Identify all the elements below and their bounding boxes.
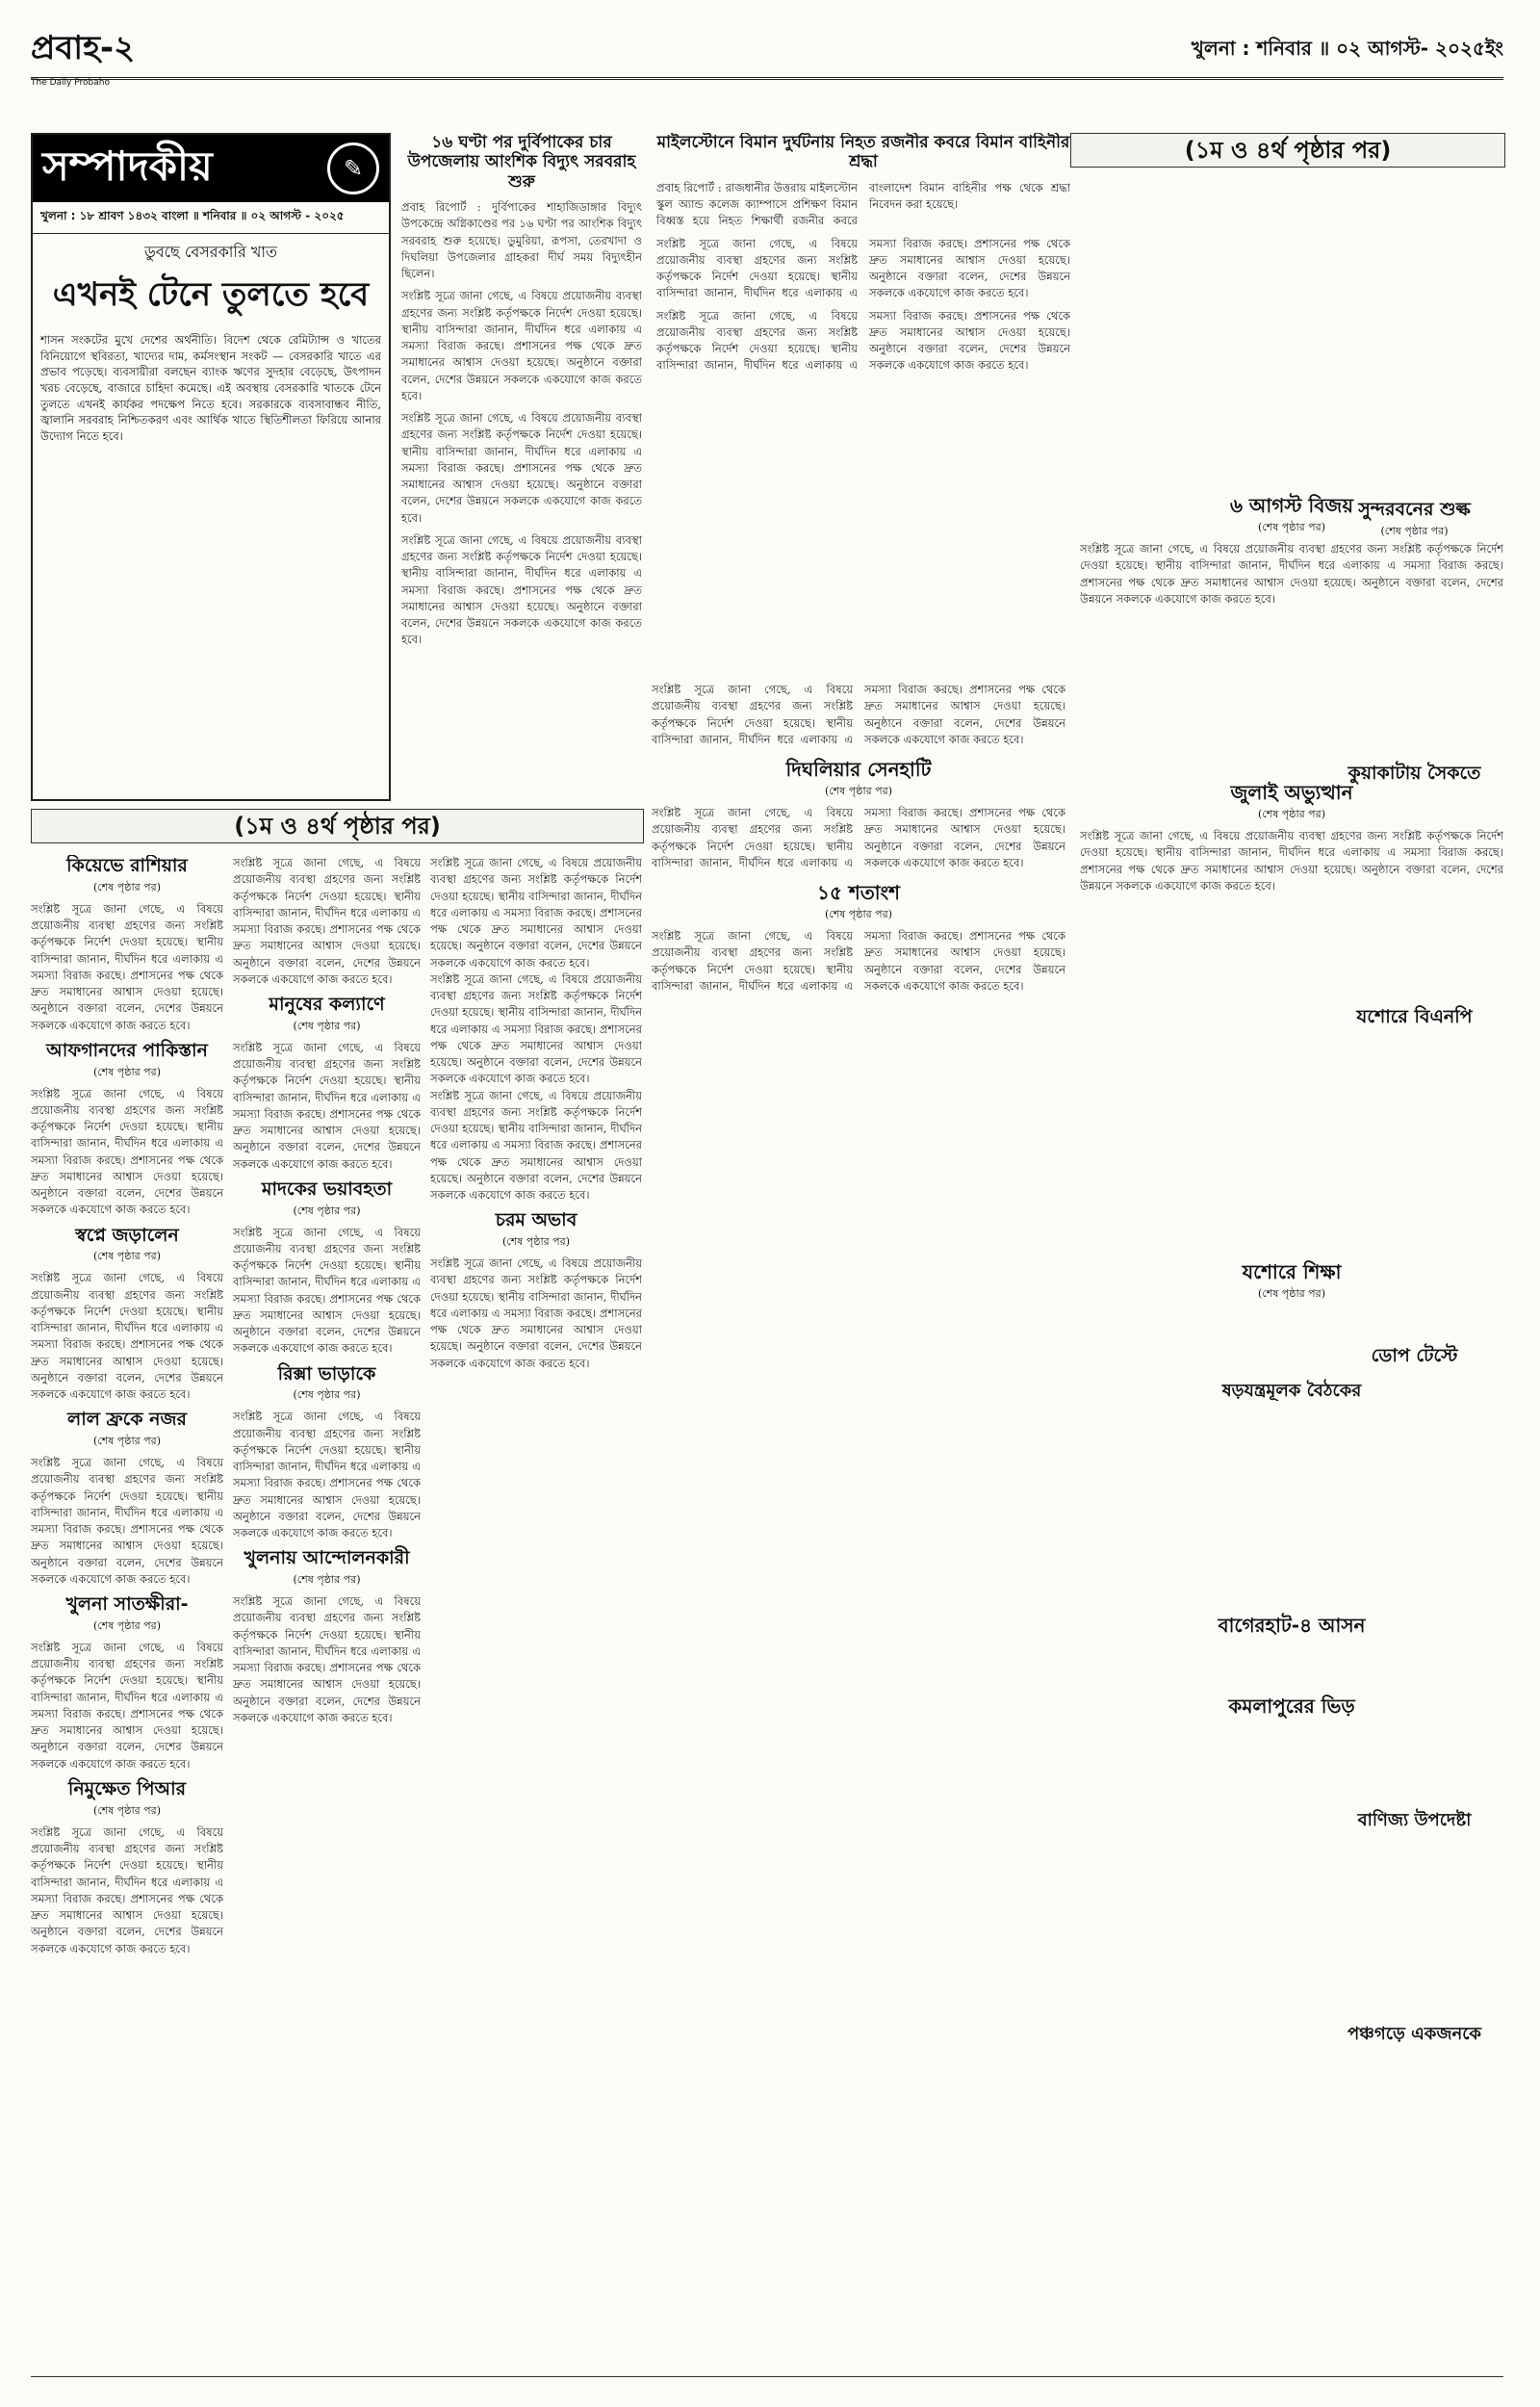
bottom-rule <box>31 2376 1503 2377</box>
editorial-body: শাসন সংকটের মুখে দেশের অর্থনীতি। বিদেশ থেকে রেমিট্যান্স ও খাতের বিনিয়োগে স্থবিরতা, খাদ্যের দাম, কর্মসংস্থান সংকট — বেসরকারি খাতে এর প্রভাব পড়েছে। ব্যবসায়ীরা বলছেন ব্যাংক ঋণের সুদহার বেড়েছে, উৎপাদন খরচ বেড়েছে, বাজারে চাহিদা কমেছে। এই অবস্থায় বেসরকারি খাতকে টেনে তুলতে এখনই কার্যকর পদক্ষেপ নিতে হবে। সরকারকে ব্যবসাবান্ধব নীতি, জ্বালানি সরবরাহ নিশ্চিতকরণ এবং আর্থিক খাতে স্থিতিশীলতা ফিরিয়ে আনার উদ্যোগ নিতে হবে। <box>40 333 381 444</box>
story-body: সংশ্লিষ্ট সূত্রে জানা গেছে, এ বিষয়ে প্রয়োজনীয় ব্যবস্থা গ্রহণের জন্য সংশ্লিষ্ট কর্তৃপক্ষকে নির্দেশ দেওয়া হয়েছে। স্থানীয় বাসিন্দারা জানান, দীর্ঘদিন ধরে এলাকায় এ সমস্যা বিরাজ করছে। প্রশাসনের পক্ষ থেকে দ্রুত সমাধানের আশ্বাস দেওয়া হয়েছে। অনুষ্ঠানে বক্তারা বলেন, দেশের উন্নয়নে সকলকে একযোগে কাজ করতে হবে। <box>31 1640 223 1771</box>
page-dateline: খুলনা : শনিবার ॥ ০২ আগস্ট- ২০২৫ইং <box>1191 37 1503 60</box>
continued-banner: (১ম ও ৪র্থ পৃষ্ঠার পর) <box>1070 133 1505 168</box>
section-headline: কমলাপুরের ভিড় <box>1228 1694 1355 1718</box>
newspaper-logo <box>31 23 135 88</box>
story-body: সংশ্লিষ্ট সূত্রে জানা গেছে, এ বিষয়ে প্রয়োজনীয় ব্যবস্থা গ্রহণের জন্য সংশ্লিষ্ট কর্তৃপক্ষকে নির্দেশ দেওয়া হয়েছে। স্থানীয় বাসিন্দারা জানান, দীর্ঘদিন ধরে এলাকায় এ সমস্যা বিরাজ করছে। প্রশাসনের পক্ষ থেকে দ্রুত সমাধানের আশ্বাস দেওয়া হয়েছে। অনুষ্ঠানে বক্তারা বলেন, দেশের উন্নয়নে সকলকে একযোগে কাজ করতে হবে। <box>31 1456 223 1586</box>
continued-label: (শেষ পৃষ্ঠার পর) <box>92 1618 161 1632</box>
editorial-box <box>31 133 391 801</box>
section-headline: বাগেরহাট-৪ আসন <box>1218 1613 1366 1637</box>
story-body-cont: সংশ্লিষ্ট সূত্রে জানা গেছে, এ বিষয়ে প্রয়োজনীয় ব্যবস্থা গ্রহণের জন্য সংশ্লিষ্ট কর্তৃপক্ষকে নির্দেশ দেওয়া হয়েছে। স্থানীয় বাসিন্দারা জানান, দীর্ঘদিন ধরে এলাকায় এ সমস্যা বিরাজ করছে। প্রশাসনের পক্ষ থেকে দ্রুত সমাধানের আশ্বাস দেওয়া হয়েছে। অনুষ্ঠানে বক্তারা বলেন, দেশের উন্নয়নে সকলকে একযোগে কাজ করতে হবে। <box>401 411 642 525</box>
section-headline: ডোপ টেস্টে <box>1371 1345 1458 1367</box>
section-headline: বাণিজ্য উপদেষ্টা <box>1357 1810 1472 1831</box>
continued-label: (শেষ পৃষ্ঠার পর) <box>92 880 161 893</box>
section-headline: খুলনা সাতক্ষীরা- <box>65 1593 189 1616</box>
story-headline: মাইলস্টোনে বিমান দুর্ঘটনায় নিহত রজনীর কবরে বিমান বাহিনীর শ্রদ্ধা <box>656 133 1070 172</box>
page-header <box>31 17 1503 88</box>
editorial-dateline: খুলনা : ১৮ শ্রাবণ ১৪৩২ বাংলা ॥ শনিবার ॥ ০২ আগস্ট - ২০২৫ <box>33 202 389 234</box>
story-body-cont: সংশ্লিষ্ট সূত্রে জানা গেছে, এ বিষয়ে প্রয়োজনীয় ব্যবস্থা গ্রহণের জন্য সংশ্লিষ্ট কর্তৃপক্ষকে নির্দেশ দেওয়া হয়েছে। স্থানীয় বাসিন্দারা জানান, দীর্ঘদিন ধরে এলাকায় এ সমস্যা বিরাজ করছে। প্রশাসনের পক্ষ থেকে দ্রুত সমাধানের আশ্বাস দেওয়া হয়েছে। অনুষ্ঠানে বক্তারা বলেন, দেশের উন্নয়নে সকলকে একযোগে কাজ করতে হবে। <box>401 289 642 402</box>
section-headline: যশোরে শিক্ষা <box>1242 1260 1342 1283</box>
section-headline: ষড়যন্ত্রমূলক বৈঠকের <box>1221 1381 1362 1401</box>
section-headline: আফগানদের পাকিস্তান <box>46 1039 208 1061</box>
story-body: সংশ্লিষ্ট সূত্রে জানা গেছে, এ বিষয়ে প্রয়োজনীয় ব্যবস্থা গ্রহণের জন্য সংশ্লিষ্ট কর্তৃপক্ষকে নির্দেশ দেওয়া হয়েছে। স্থানীয় বাসিন্দারা জানান, দীর্ঘদিন ধরে এলাকায় এ সমস্যা বিরাজ করছে। প্রশাসনের পক্ষ থেকে দ্রুত সমাধানের আশ্বাস দেওয়া হয়েছে। অনুষ্ঠানে বক্তারা বলেন, দেশের উন্নয়নে সকলকে একযোগে কাজ করতে হবে। <box>430 1256 642 1370</box>
story-body: সংশ্লিষ্ট সূত্রে জানা গেছে, এ বিষয়ে প্রয়োজনীয় ব্যবস্থা গ্রহণের জন্য সংশ্লিষ্ট কর্তৃপক্ষকে নির্দেশ দেওয়া হয়েছে। স্থানীয় বাসিন্দারা জানান, দীর্ঘদিন ধরে এলাকায় এ সমস্যা বিরাজ করছে। প্রশাসনের পক্ষ থেকে দ্রুত সমাধানের আশ্বাস দেওয়া হয়েছে। অনুষ্ঠানে বক্তারা বলেন, দেশের উন্নয়নে সকলকে একযোগে কাজ করতে হবে। <box>1080 542 1503 606</box>
story-body: সংশ্লিষ্ট সূত্রে জানা গেছে, এ বিষয়ে প্রয়োজনীয় ব্যবস্থা গ্রহণের জন্য সংশ্লিষ্ট কর্তৃপক্ষকে নির্দেশ দেওয়া হয়েছে। স্থানীয় বাসিন্দারা জানান, দীর্ঘদিন ধরে এলাকায় এ সমস্যা বিরাজ করছে। প্রশাসনের পক্ষ থেকে দ্রুত সমাধানের আশ্বাস দেওয়া হয়েছে। অনুষ্ঠানে বক্তারা বলেন, দেশের উন্নয়নে সকলকে একযোগে কাজ করতে হবে। <box>430 856 642 970</box>
continued-label: (শেষ পৃষ্ঠার পর) <box>1257 1287 1325 1300</box>
story-body: প্রবাহ রিপোর্ট : দুর্বিপাকের শাহাজিডাঙ্গার বিদ্যুৎ উপকেন্দ্রে অগ্নিকাণ্ডের পর ১৬ ঘণ্টা পর আংশিক বিদ্যুৎ সরবরাহ শুরু হয়েছে। ডুমুরিয়া, রূপসা, তেরখাদা ও দিঘলিয়া উপজেলার গ্রাহকরা দীর্ঘ সময় বিদ্যুৎহীন ছিলেন। <box>401 200 642 281</box>
continued-banner: (১ম ও ৪র্থ পৃষ্ঠার পর) <box>31 809 644 843</box>
story-headline: ১৬ ঘণ্টা পর দুর্বিপাকের চার উপজেলায় আংশিক বিদ্যুৎ সরবরাহ শুরু <box>407 133 636 192</box>
logo-subtitle: The Daily Probaho <box>31 78 110 88</box>
section-headline: দিঘলিয়ার সেনহাটি <box>785 758 932 781</box>
left-column-2 <box>233 855 421 2357</box>
story-body: সংশ্লিষ্ট সূত্রে জানা গেছে, এ বিষয়ে প্রয়োজনীয় ব্যবস্থা গ্রহণের জন্য সংশ্লিষ্ট কর্তৃপক্ষকে নির্দেশ দেওয়া হয়েছে। স্থানীয় বাসিন্দারা জানান, দীর্ঘদিন ধরে এলাকায় এ সমস্যা বিরাজ করছে। প্রশাসনের পক্ষ থেকে দ্রুত সমাধানের আশ্বাস দেওয়া হয়েছে। অনুষ্ঠানে বক্তারা বলেন, দেশের উন্নয়নে সকলকে একযোগে কাজ করতে হবে। <box>233 1225 421 1356</box>
section-headline: মাদকের ভয়াবহতা <box>261 1178 393 1200</box>
continued-label: (শেষ পৃষ্ঠার পর) <box>293 1388 361 1402</box>
story-body: সংশ্লিষ্ট সূত্রে জানা গেছে, এ বিষয়ে প্রয়োজনীয় ব্যবস্থা গ্রহণের জন্য সংশ্লিষ্ট কর্তৃপক্ষকে নির্দেশ দেওয়া হয়েছে। স্থানীয় বাসিন্দারা জানান, দীর্ঘদিন ধরে এলাকায় এ সমস্যা বিরাজ করছে। প্রশাসনের পক্ষ থেকে দ্রুত সমাধানের আশ্বাস দেওয়া হয়েছে। অনুষ্ঠানে বক্তারা বলেন, দেশের উন্নয়নে সকলকে একযোগে কাজ করতে হবে। <box>31 1086 223 1217</box>
editorial-headline: এখনই টেনে তুলতে হবে <box>52 275 370 314</box>
left-column-3 <box>430 855 642 2357</box>
story-column-1 <box>401 133 642 807</box>
continued-label: (শেষ পৃষ্ঠার পর) <box>824 908 892 920</box>
story-body-cont: সংশ্লিষ্ট সূত্রে জানা গেছে, এ বিষয়ে প্রয়োজনীয় ব্যবস্থা গ্রহণের জন্য সংশ্লিষ্ট কর্তৃপক্ষকে নির্দেশ দেওয়া হয়েছে। স্থানীয় বাসিন্দারা জানান, দীর্ঘদিন ধরে এলাকায় এ সমস্যা বিরাজ করছে। প্রশাসনের পক্ষ থেকে দ্রুত সমাধানের আশ্বাস দেওয়া হয়েছে। অনুষ্ঠানে বক্তারা বলেন, দেশের উন্নয়নে সকলকে একযোগে কাজ করতে হবে। <box>401 532 642 647</box>
section-headline: ৬ আগস্ট বিজয় <box>1229 494 1354 517</box>
continued-label: (শেষ পৃষ্ঠার পর) <box>293 1019 361 1032</box>
story-body: সংশ্লিষ্ট সূত্রে জানা গেছে, এ বিষয়ে প্রয়োজনীয় ব্যবস্থা গ্রহণের জন্য সংশ্লিষ্ট কর্তৃপক্ষকে নির্দেশ দেওয়া হয়েছে। স্থানীয় বাসিন্দারা জানান, দীর্ঘদিন ধরে এলাকায় এ সমস্যা বিরাজ করছে। প্রশাসনের পক্ষ থেকে দ্রুত সমাধানের আশ্বাস দেওয়া হয়েছে। অনুষ্ঠানে বক্তারা বলেন, দেশের উন্নয়নে সকলকে একযোগে কাজ করতে হবে। <box>233 856 421 986</box>
section-headline: নিমুক্ষেত পিআর <box>67 1777 187 1799</box>
story-body: সংশ্লিষ্ট সূত্রে জানা গেছে, এ বিষয়ে প্রয়োজনীয় ব্যবস্থা গ্রহণের জন্য সংশ্লিষ্ট কর্তৃপক্ষকে নির্দেশ দেওয়া হয়েছে। স্থানীয় বাসিন্দারা জানান, দীর্ঘদিন ধরে এলাকায় এ সমস্যা বিরাজ করছে। প্রশাসনের পক্ষ থেকে দ্রুত সমাধানের আশ্বাস দেওয়া হয়েছে। অনুষ্ঠানে বক্তারা বলেন, দেশের উন্নয়নে সকলকে একযোগে কাজ করতে হবে। <box>1080 829 1503 893</box>
middle-column <box>652 682 1065 2357</box>
story-body: সংশ্লিষ্ট সূত্রে জানা গেছে, এ বিষয়ে প্রয়োজনীয় ব্যবস্থা গ্রহণের জন্য সংশ্লিষ্ট কর্তৃপক্ষকে নির্দেশ দেওয়া হয়েছে। স্থানীয় বাসিন্দারা জানান, দীর্ঘদিন ধরে এলাকায় এ সমস্যা বিরাজ করছে। প্রশাসনের পক্ষ থেকে দ্রুত সমাধানের আশ্বাস দেওয়া হয়েছে। অনুষ্ঠানে বক্তারা বলেন, দেশের উন্নয়নে সকলকে একযোগে কাজ করতে হবে। <box>430 1088 642 1202</box>
continued-label: (শেষ পৃষ্ঠার পর) <box>1257 521 1325 533</box>
pen-icon: ✎ <box>327 142 379 194</box>
section-headline: স্বপ্নে জড়ালেন <box>75 1224 179 1246</box>
logo-text: প্রবাহ-২ <box>31 29 136 67</box>
section-headline: ১৫ শতাংশ <box>816 881 900 904</box>
section-headline: লাল ফ্রকে নজর <box>67 1409 187 1431</box>
section-headline: সুন্দরবনের শুল্ক <box>1358 499 1471 520</box>
section-headline: মানুষের কল্যাণে <box>269 994 385 1015</box>
continued-label: (শেষ পৃষ্ঠার পর) <box>92 1065 161 1078</box>
section-headline: কুয়াকাটায় সৈকতে <box>1348 762 1481 784</box>
story-body: সংশ্লিষ্ট সূত্রে জানা গেছে, এ বিষয়ে প্রয়োজনীয় ব্যবস্থা গ্রহণের জন্য সংশ্লিষ্ট কর্তৃপক্ষকে নির্দেশ দেওয়া হয়েছে। স্থানীয় বাসিন্দারা জানান, দীর্ঘদিন ধরে এলাকায় এ সমস্যা বিরাজ করছে। প্রশাসনের পক্ষ থেকে দ্রুত সমাধানের আশ্বাস দেওয়া হয়েছে। অনুষ্ঠানে বক্তারা বলেন, দেশের উন্নয়নে সকলকে একযোগে কাজ করতে হবে। <box>652 806 1065 869</box>
far-right-column <box>1325 499 1503 2328</box>
section-headline: জুলাই অভ্যুত্থান <box>1230 781 1353 804</box>
section-headline: খুলনায় আন্দোলনকারী <box>244 1547 410 1569</box>
story-body: সংশ্লিষ্ট সূত্রে জানা গেছে, এ বিষয়ে প্রয়োজনীয় ব্যবস্থা গ্রহণের জন্য সংশ্লিষ্ট কর্তৃপক্ষকে নির্দেশ দেওয়া হয়েছে। স্থানীয় বাসিন্দারা জানান, দীর্ঘদিন ধরে এলাকায় এ সমস্যা বিরাজ করছে। প্রশাসনের পক্ষ থেকে দ্রুত সমাধানের আশ্বাস দেওয়া হয়েছে। অনুষ্ঠানে বক্তারা বলেন, দেশের উন্নয়নে সকলকে একযোগে কাজ করতে হবে। <box>31 901 223 1032</box>
section-headline: যশোরে বিএনপি <box>1356 1005 1473 1027</box>
newspaper-page <box>31 17 1503 2386</box>
continued-label: (শেষ পৃষ্ঠার পর) <box>293 1204 361 1217</box>
left-column-1 <box>31 855 223 2357</box>
continued-label: (শেষ পৃষ্ঠার পর) <box>824 785 892 797</box>
story-body-cont: সংশ্লিষ্ট সূত্রে জানা গেছে, এ বিষয়ে প্রয়োজনীয় ব্যবস্থা গ্রহণের জন্য সংশ্লিষ্ট কর্তৃপক্ষকে নির্দেশ দেওয়া হয়েছে। স্থানীয় বাসিন্দারা জানান, দীর্ঘদিন ধরে এলাকায় এ সমস্যা বিরাজ করছে। প্রশাসনের পক্ষ থেকে দ্রুত সমাধানের আশ্বাস দেওয়া হয়েছে। অনুষ্ঠানে বক্তারা বলেন, দেশের উন্নয়নে সকলকে একযোগে কাজ করতে হবে। <box>656 308 1070 373</box>
continued-label: (শেষ পৃষ্ঠার পর) <box>92 1435 161 1448</box>
story-body: সংশ্লিষ্ট সূত্রে জানা গেছে, এ বিষয়ে প্রয়োজনীয় ব্যবস্থা গ্রহণের জন্য সংশ্লিষ্ট কর্তৃপক্ষকে নির্দেশ দেওয়া হয়েছে। স্থানীয় বাসিন্দারা জানান, দীর্ঘদিন ধরে এলাকায় এ সমস্যা বিরাজ করছে। প্রশাসনের পক্ষ থেকে দ্রুত সমাধানের আশ্বাস দেওয়া হয়েছে। অনুষ্ঠানে বক্তারা বলেন, দেশের উন্নয়নে সকলকে একযোগে কাজ করতে হবে। <box>430 971 642 1086</box>
continued-label: (শেষ পৃষ্ঠার পর) <box>501 1235 570 1249</box>
continued-label: (শেষ পৃষ্ঠার পর) <box>1380 524 1449 537</box>
continued-label: (শেষ পৃষ্ঠার পর) <box>92 1803 161 1817</box>
continued-label: (শেষ পৃষ্ঠার পর) <box>1257 808 1325 820</box>
story-body: সংশ্লিষ্ট সূত্রে জানা গেছে, এ বিষয়ে প্রয়োজনীয় ব্যবস্থা গ্রহণের জন্য সংশ্লিষ্ট কর্তৃপক্ষকে নির্দেশ দেওয়া হয়েছে। স্থানীয় বাসিন্দারা জানান, দীর্ঘদিন ধরে এলাকায় এ সমস্যা বিরাজ করছে। প্রশাসনের পক্ষ থেকে দ্রুত সমাধানের আশ্বাস দেওয়া হয়েছে। অনুষ্ঠানে বক্তারা বলেন, দেশের উন্নয়নে সকলকে একযোগে কাজ করতে হবে। <box>233 1594 421 1724</box>
continued-label: (শেষ পৃষ্ঠার পর) <box>92 1250 161 1263</box>
story-body: সংশ্লিষ্ট সূত্রে জানা গেছে, এ বিষয়ে প্রয়োজনীয় ব্যবস্থা গ্রহণের জন্য সংশ্লিষ্ট কর্তৃপক্ষকে নির্দেশ দেওয়া হয়েছে। স্থানীয় বাসিন্দারা জানান, দীর্ঘদিন ধরে এলাকায় এ সমস্যা বিরাজ করছে। প্রশাসনের পক্ষ থেকে দ্রুত সমাধানের আশ্বাস দেওয়া হয়েছে। অনুষ্ঠানে বক্তারা বলেন, দেশের উন্নয়নে সকলকে একযোগে কাজ করতে হবে। <box>31 1825 223 1955</box>
story-body: সংশ্লিষ্ট সূত্রে জানা গেছে, এ বিষয়ে প্রয়োজনীয় ব্যবস্থা গ্রহণের জন্য সংশ্লিষ্ট কর্তৃপক্ষকে নির্দেশ দেওয়া হয়েছে। স্থানীয় বাসিন্দারা জানান, দীর্ঘদিন ধরে এলাকায় এ সমস্যা বিরাজ করছে। প্রশাসনের পক্ষ থেকে দ্রুত সমাধানের আশ্বাস দেওয়া হয়েছে। অনুষ্ঠানে বক্তারা বলেন, দেশের উন্নয়নে সকলকে একযোগে কাজ করতে হবে। <box>31 1271 223 1402</box>
section-headline: চরম অভাব <box>495 1209 578 1231</box>
story-body: সংশ্লিষ্ট সূত্রে জানা গেছে, এ বিষয়ে প্রয়োজনীয় ব্যবস্থা গ্রহণের জন্য সংশ্লিষ্ট কর্তৃপক্ষকে নির্দেশ দেওয়া হয়েছে। স্থানীয় বাসিন্দারা জানান, দীর্ঘদিন ধরে এলাকায় এ সমস্যা বিরাজ করছে। প্রশাসনের পক্ষ থেকে দ্রুত সমাধানের আশ্বাস দেওয়া হয়েছে। অনুষ্ঠানে বক্তারা বলেন, দেশের উন্নয়নে সকলকে একযোগে কাজ করতে হবে। <box>652 683 1065 746</box>
editorial-title: সম্পাদকীয় <box>42 142 213 190</box>
section-headline: পঞ্চগড়ে একজনকে <box>1347 2023 1482 2044</box>
section-headline: কিয়েভে রাশিয়ার <box>66 855 188 876</box>
story-column-2 <box>656 133 1070 672</box>
continued-label: (শেষ পৃষ্ঠার পর) <box>293 1573 361 1587</box>
editorial-banner <box>33 135 389 202</box>
story-body: সংশ্লিষ্ট সূত্রে জানা গেছে, এ বিষয়ে প্রয়োজনীয় ব্যবস্থা গ্রহণের জন্য সংশ্লিষ্ট কর্তৃপক্ষকে নির্দেশ দেওয়া হয়েছে। স্থানীয় বাসিন্দারা জানান, দীর্ঘদিন ধরে এলাকায় এ সমস্যা বিরাজ করছে। প্রশাসনের পক্ষ থেকে দ্রুত সমাধানের আশ্বাস দেওয়া হয়েছে। অনুষ্ঠানে বক্তারা বলেন, দেশের উন্নয়নে সকলকে একযোগে কাজ করতে হবে। <box>233 1410 421 1540</box>
editorial-kicker: ডুবছে বেসরকারি খাত <box>143 243 278 261</box>
story-body: প্রবাহ রিপোর্ট : রাজধানীর উত্তরায় মাইলস্টোন স্কুল অ্যান্ড কলেজ ক্যাম্পাসে প্রশিক্ষণ বিমান বিধ্বস্ত হয়ে নিহত শিক্ষার্থী রজনীর কবরে বাংলাদেশ বিমান বাহিনীর পক্ষ থেকে শ্রদ্ধা নিবেদন করা হয়েছে। <box>656 180 1070 228</box>
section-headline: রিক্সা ভাড়াকে <box>277 1362 376 1385</box>
story-body: সংশ্লিষ্ট সূত্রে জানা গেছে, এ বিষয়ে প্রয়োজনীয় ব্যবস্থা গ্রহণের জন্য সংশ্লিষ্ট কর্তৃপক্ষকে নির্দেশ দেওয়া হয়েছে। স্থানীয় বাসিন্দারা জানান, দীর্ঘদিন ধরে এলাকায় এ সমস্যা বিরাজ করছে। প্রশাসনের পক্ষ থেকে দ্রুত সমাধানের আশ্বাস দেওয়া হয়েছে। অনুষ্ঠানে বক্তারা বলেন, দেশের উন্নয়নে সকলকে একযোগে কাজ করতে হবে। <box>233 1040 421 1171</box>
story-body-cont: সংশ্লিষ্ট সূত্রে জানা গেছে, এ বিষয়ে প্রয়োজনীয় ব্যবস্থা গ্রহণের জন্য সংশ্লিষ্ট কর্তৃপক্ষকে নির্দেশ দেওয়া হয়েছে। স্থানীয় বাসিন্দারা জানান, দীর্ঘদিন ধরে এলাকায় এ সমস্যা বিরাজ করছে। প্রশাসনের পক্ষ থেকে দ্রুত সমাধানের আশ্বাস দেওয়া হয়েছে। অনুষ্ঠানে বক্তারা বলেন, দেশের উন্নয়নে সকলকে একযোগে কাজ করতে হবে। <box>656 236 1070 300</box>
story-body: সংশ্লিষ্ট সূত্রে জানা গেছে, এ বিষয়ে প্রয়োজনীয় ব্যবস্থা গ্রহণের জন্য সংশ্লিষ্ট কর্তৃপক্ষকে নির্দেশ দেওয়া হয়েছে। স্থানীয় বাসিন্দারা জানান, দীর্ঘদিন ধরে এলাকায় এ সমস্যা বিরাজ করছে। প্রশাসনের পক্ষ থেকে দ্রুত সমাধানের আশ্বাস দেওয়া হয়েছে। অনুষ্ঠানে বক্তারা বলেন, দেশের উন্নয়নে সকলকে একযোগে কাজ করতে হবে। <box>652 929 1065 993</box>
